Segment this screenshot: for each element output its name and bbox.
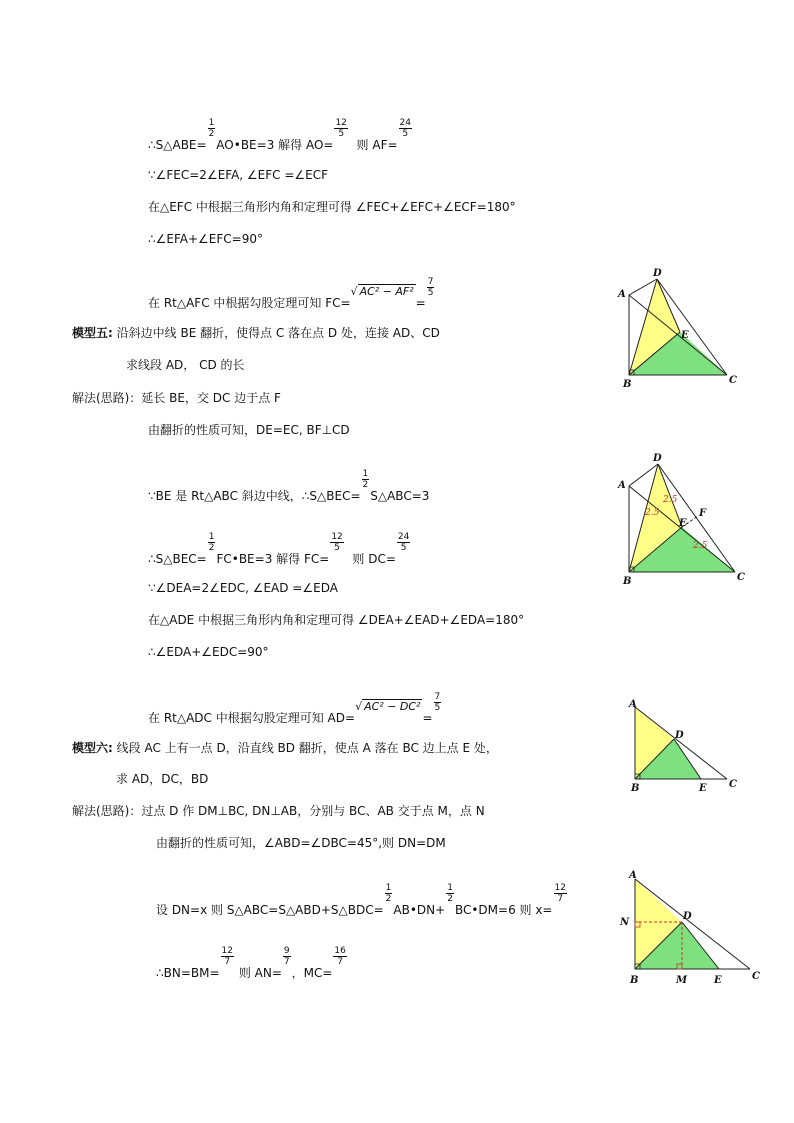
area-equation-bec: ∴S△BEC= $\frac{1}{2}$ FC•BE=3 解得 FC= $\frac{12}{5}$ 则 DC= $\frac{24}{5}$ [148,532,410,566]
label-c: C [737,572,745,583]
fold-angle-line: 由翻折的性质可知，∠ABD=∠DBC=45°,则 DN=DM [156,836,446,850]
result-lengths-line: ∴BN=BM= $\frac{12}{7}$ 则 AN= $\frac{9}{7}$ ，MC= $\frac{16}{7}$ [156,946,346,980]
label-e: E [699,783,707,794]
figure-model-six-solution [615,865,770,990]
label-a: A [629,699,637,710]
area-split-line: 设 DN=x 则 S△ABC=S△ABD+S△BDC= $\frac{1}{2}$ AB•DN+ $\frac{1}{2}$ BC•DM=6 则 x= $\frac{12}{7}$ [156,883,566,917]
label-d: D [653,453,662,464]
solution-six-heading: 解法(思路)：过点 D 作 DM⊥BC, DN⊥AB，分别与 BC、AB 交于点 M，点 N [72,804,485,818]
fraction: $\frac{1}{2}$ [208,532,215,553]
figure-model-six-fold [625,695,745,795]
angle-relation-line: ∵∠FEC=2∠EFA, ∠EFC =∠ECF [148,168,329,182]
sqrt-expression: √ AC² − AF² [350,285,414,298]
label-b: B [630,975,639,986]
fraction: $\frac{12}{5}$ [335,118,347,139]
fraction: $\frac{9}{7}$ [283,946,290,967]
model-five-heading: 模型五: 沿斜边中线 BE 翻折，使得点 C 落在点 D 处，连接 AD、CD [72,326,440,340]
model-six-question: 求 AD，DC，BD [116,772,209,786]
label-a: A [618,480,626,491]
length-label-de: 2.5 [663,495,678,505]
fraction: $\frac{12}{5}$ [331,532,343,553]
model-six-heading: 模型六: 线段 AC 上有一点 D，沿直线 BD 翻折，使点 A 落在 BC 边上点 E 处， [72,741,498,755]
solution-five-heading: 解法(思路)：延长 BE，交 DC 边于点 F [72,391,281,405]
right-angle-line-2: ∴∠EDA+∠EDC=90° [148,645,269,659]
fraction: $\frac{7}{5}$ [427,277,434,298]
fraction: $\frac{1}{2}$ [385,883,392,904]
label-e: E [714,975,722,986]
pythagoras-fc-line: 在 Rt△AFC 中根据勾股定理可知 FC=√ AC² − AF²= $\frac{7}{5}$ [148,277,434,310]
label-c: C [729,375,737,386]
label-d: D [675,730,684,741]
label-m: M [676,975,688,986]
label-c: C [729,779,737,790]
fraction: $\frac{1}{2}$ [208,118,215,139]
area-equation-abe: ∴S△ABE= $\frac{1}{2}$ AO•BE=3 解得 AO= $\frac{12}{5}$ 则 AF= $\frac{24}{5}$ [148,118,411,152]
fraction: $\frac{1}{2}$ [362,469,369,490]
fraction: $\frac{16}{7}$ [334,946,346,967]
label-d: D [653,268,662,279]
label-b: B [623,576,632,587]
fraction: $\frac{24}{5}$ [397,532,410,553]
label-a: A [629,870,637,881]
fraction: $\frac{12}{7}$ [554,883,566,904]
right-angle-line: ∴∠EFA+∠EFC=90° [148,232,263,246]
label-e: E [679,518,687,529]
median-area-line: ∵BE 是 Rt△ABC 斜边中线，∴S△BEC= $\frac{1}{2}$ S△ABC=3 [148,469,430,503]
length-label-ec: 2.5 [693,541,708,551]
pythagoras-ad-line: 在 Rt△ADC 中根据勾股定理可知 AD=√ AC² − DC²= $\frac{7}{5}$ [148,692,441,725]
model-five-question: 求线段 AD， CD 的长 [126,358,245,372]
label-n: N [620,917,630,928]
figure-model-five-fold [615,265,745,390]
label-d: D [683,911,692,922]
figure-model-five-solution [615,450,755,590]
fraction: $\frac{24}{5}$ [399,118,411,139]
length-label-ae: 2.5 [645,508,660,518]
label-b: B [631,783,640,794]
sqrt-expression: √ AC² − DC² [355,700,421,713]
label-f: F [699,508,707,519]
fraction: $\frac{7}{5}$ [434,692,441,713]
triangle-sum-line-2: 在△ADE 中根据三角形内角和定理可得 ∠DEA+∠EAD+∠EDA=180° [148,613,525,627]
fraction: $\frac{12}{7}$ [221,946,233,967]
label-b: B [623,379,632,390]
angle-relation-line-2: ∵∠DEA=2∠EDC, ∠EAD =∠EDA [148,581,338,595]
label-a: A [618,289,626,300]
fold-property-line: 由翻折的性质可知，DE=EC, BF⊥CD [148,423,350,437]
fraction: $\frac{1}{2}$ [447,883,453,904]
label-c: C [752,971,760,982]
triangle-sum-line: 在△EFC 中根据三角形内角和定理可得 ∠FEC+∠EFC+∠ECF=180° [148,200,516,214]
label-e: E [681,330,689,341]
